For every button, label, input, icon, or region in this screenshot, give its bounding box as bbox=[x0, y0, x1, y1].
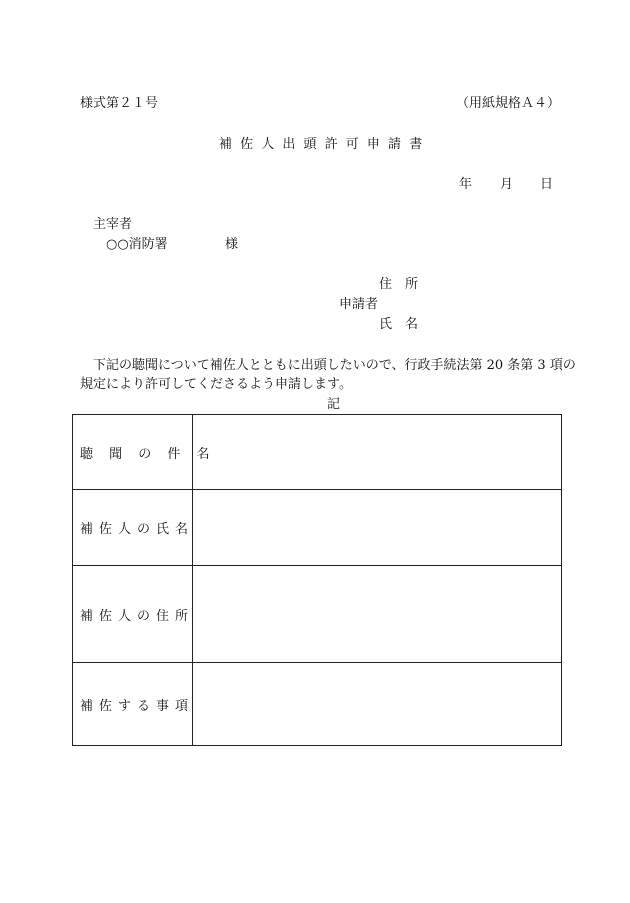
table-row bbox=[73, 566, 562, 663]
table-row bbox=[73, 490, 562, 566]
document-title: 補 佐 人 出 頭 許 可 申 請 書 bbox=[219, 137, 425, 152]
addressee-honorific: 様 bbox=[225, 237, 239, 252]
date-day-label: 日 bbox=[540, 177, 554, 192]
assistant-address-field[interactable] bbox=[193, 566, 562, 663]
note-heading: 記 bbox=[327, 397, 341, 412]
application-details-table bbox=[72, 414, 562, 746]
table-row bbox=[73, 415, 562, 490]
applicant-address-label: 住 所 bbox=[379, 277, 419, 292]
addressee-name: ○○消防署 bbox=[106, 237, 168, 252]
assistant-name-label: 補佐人の氏名 bbox=[73, 490, 193, 566]
date-year-label: 年 bbox=[459, 177, 473, 192]
request-body bbox=[80, 356, 580, 394]
hearing-subject-field[interactable] bbox=[193, 415, 562, 490]
assistant-address-label: 補佐人の住所 bbox=[73, 566, 193, 663]
applicant-label: 申請者 bbox=[339, 297, 379, 312]
assisted-matters-label: 補佐する事項 bbox=[73, 663, 193, 746]
assisted-matters-field[interactable] bbox=[193, 663, 562, 746]
applicant-name-label: 氏 名 bbox=[379, 317, 419, 332]
paper-size-note: （用紙規格Ａ４） bbox=[456, 96, 561, 111]
assistant-name-field[interactable] bbox=[193, 490, 562, 566]
request-body-line-2: 規定により許可してくださるよう申請します。 bbox=[80, 377, 352, 392]
hearing-subject-label: 聴 聞 の 件 名 bbox=[73, 415, 193, 490]
table-row bbox=[73, 663, 562, 746]
date-month-label: 月 bbox=[500, 177, 514, 192]
request-body-line-1: 下記の聴聞について補佐人とともに出頭したいので、行政手続法第 20 条第 3 項の bbox=[93, 358, 576, 373]
addressee-role: 主宰者 bbox=[93, 217, 133, 232]
form-number: 様式第２１号 bbox=[80, 96, 159, 111]
